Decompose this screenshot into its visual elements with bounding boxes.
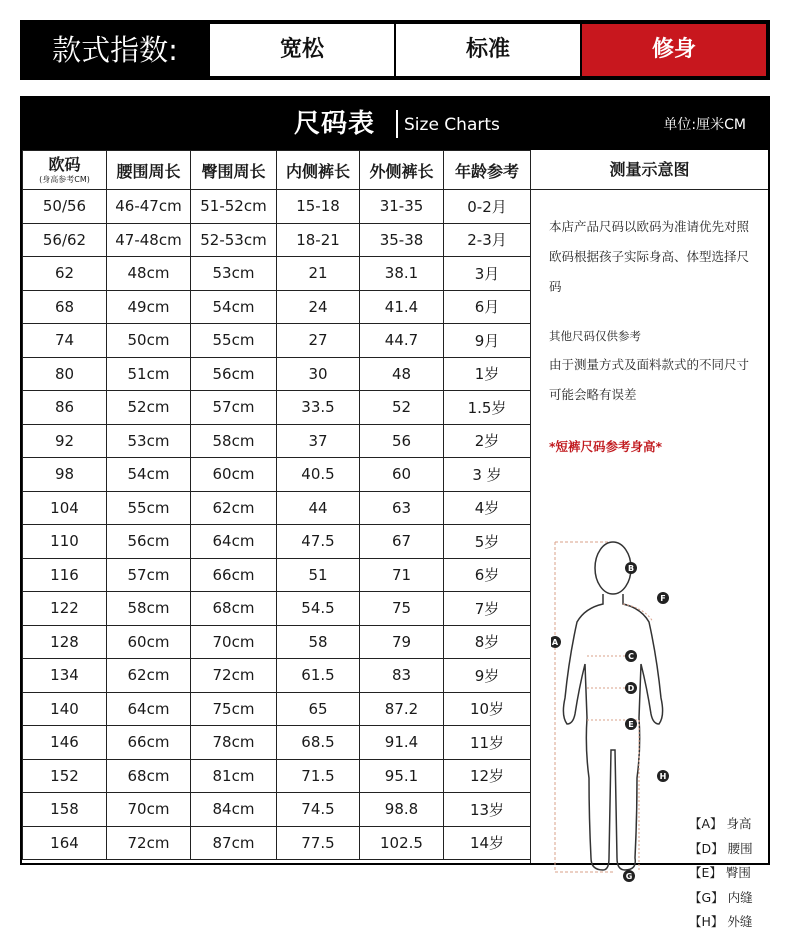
cell-inseam: 24 (277, 290, 360, 324)
cell-inseam: 33.5 (277, 391, 360, 425)
measure-panel (530, 150, 768, 929)
cell-hip: 60cm (191, 458, 277, 492)
cell-age: 3月 (444, 257, 531, 291)
cell-inseam: 44 (277, 491, 360, 525)
measure-guides (587, 604, 653, 872)
table-row (23, 826, 531, 860)
legend-outseam: 【H】 外缝 (689, 914, 753, 929)
cell-size: 122 (23, 592, 107, 626)
measure-legend (689, 812, 753, 935)
marker-b (625, 562, 637, 574)
cell-outseam: 38.1 (360, 257, 444, 291)
table-row (23, 357, 531, 391)
body-measure-figure (551, 538, 671, 883)
cell-size: 116 (23, 558, 107, 592)
cell-outseam: 91.4 (360, 726, 444, 760)
cell-waist: 57cm (107, 558, 191, 592)
svg-text:B: B (627, 564, 635, 573)
size-table-body (23, 190, 531, 860)
cell-hip: 64cm (191, 525, 277, 559)
cell-size: 56/62 (23, 223, 107, 257)
cell-outseam: 71 (360, 558, 444, 592)
cell-waist: 62cm (107, 659, 191, 693)
cell-waist: 47-48cm (107, 223, 191, 257)
cell-inseam: 40.5 (277, 458, 360, 492)
cell-inseam: 71.5 (277, 759, 360, 793)
table-row (23, 491, 531, 525)
marker-h (657, 770, 669, 782)
cell-age: 6月 (444, 290, 531, 324)
legend-height: 【A】 身高 (689, 816, 752, 831)
col-header-size-note: (身高参考CM) (39, 174, 90, 184)
cell-outseam: 102.5 (360, 826, 444, 860)
cell-hip: 75cm (191, 692, 277, 726)
cell-size: 92 (23, 424, 107, 458)
cell-outseam: 63 (360, 491, 444, 525)
cell-hip: 68cm (191, 592, 277, 626)
marker-g (623, 870, 635, 882)
cell-outseam: 95.1 (360, 759, 444, 793)
marker-f (657, 592, 669, 604)
table-row (23, 290, 531, 324)
cell-age: 8岁 (444, 625, 531, 659)
cell-age: 9岁 (444, 659, 531, 693)
table-row (23, 525, 531, 559)
legend-hip: 【E】 臀围 (689, 865, 751, 880)
cell-hip: 51-52cm (191, 190, 277, 224)
marker-c (625, 650, 637, 662)
col-header-age: 年龄参考 (444, 151, 531, 190)
cell-hip: 57cm (191, 391, 277, 425)
col-header-hip: 臀围周长 (191, 151, 277, 190)
cell-outseam: 87.2 (360, 692, 444, 726)
cell-outseam: 79 (360, 625, 444, 659)
size-chart-header (22, 98, 768, 150)
cell-age: 1.5岁 (444, 391, 531, 425)
cell-outseam: 67 (360, 525, 444, 559)
cell-waist: 60cm (107, 625, 191, 659)
table-row (23, 759, 531, 793)
table-row (23, 324, 531, 358)
cell-hip: 72cm (191, 659, 277, 693)
unit-label: 单位:厘米CM (663, 117, 746, 133)
cell-size: 164 (23, 826, 107, 860)
marker-d (625, 682, 637, 694)
size-table (22, 150, 531, 860)
cell-inseam: 15-18 (277, 190, 360, 224)
svg-text:D: D (627, 684, 635, 693)
cell-hip: 54cm (191, 290, 277, 324)
cell-size: 134 (23, 659, 107, 693)
table-row (23, 391, 531, 425)
size-chart (20, 96, 770, 929)
cell-age: 5岁 (444, 525, 531, 559)
cell-size: 158 (23, 793, 107, 827)
body-outline (563, 542, 662, 870)
cell-inseam: 54.5 (277, 592, 360, 626)
table-row (23, 692, 531, 726)
cell-hip: 52-53cm (191, 223, 277, 257)
cell-age: 2-3月 (444, 223, 531, 257)
table-row (23, 558, 531, 592)
cell-inseam: 21 (277, 257, 360, 291)
cell-waist: 54cm (107, 458, 191, 492)
cell-size: 104 (23, 491, 107, 525)
svg-text:A: A (551, 638, 559, 647)
cell-inseam: 61.5 (277, 659, 360, 693)
cell-waist: 68cm (107, 759, 191, 793)
table-row (23, 223, 531, 257)
fit-option-standard: 标准 (396, 24, 580, 76)
cell-inseam: 27 (277, 324, 360, 358)
cell-inseam: 77.5 (277, 826, 360, 860)
col-header-size-label: 欧码 (48, 154, 81, 174)
svg-text:E: E (628, 720, 634, 729)
cell-inseam: 65 (277, 692, 360, 726)
cell-inseam: 37 (277, 424, 360, 458)
cell-waist: 56cm (107, 525, 191, 559)
cell-inseam: 47.5 (277, 525, 360, 559)
cell-waist: 55cm (107, 491, 191, 525)
size-note-main: 本店产品尺码以欧码为准请优先对照欧码根据孩子实际身高、体型选择尺码 (549, 219, 750, 294)
cell-outseam: 98.8 (360, 793, 444, 827)
size-note-error: 由于测量方式及面料款式的不同尺寸可能会略有误差 (549, 357, 750, 402)
cell-inseam: 74.5 (277, 793, 360, 827)
cell-waist: 70cm (107, 793, 191, 827)
cell-age: 13岁 (444, 793, 531, 827)
cell-inseam: 68.5 (277, 726, 360, 760)
cell-age: 2岁 (444, 424, 531, 458)
cell-outseam: 31-35 (360, 190, 444, 224)
table-row (23, 190, 531, 224)
cell-size: 62 (23, 257, 107, 291)
cell-age: 10岁 (444, 692, 531, 726)
cell-size: 86 (23, 391, 107, 425)
title-divider (396, 110, 398, 138)
fit-option-slim: 修身 (582, 24, 766, 76)
fit-option-loose: 宽松 (210, 24, 394, 76)
cell-size: 110 (23, 525, 107, 559)
cell-waist: 50cm (107, 324, 191, 358)
cell-outseam: 44.7 (360, 324, 444, 358)
cell-inseam: 51 (277, 558, 360, 592)
cell-age: 11岁 (444, 726, 531, 760)
cell-hip: 62cm (191, 491, 277, 525)
cell-age: 14岁 (444, 826, 531, 860)
cell-age: 9月 (444, 324, 531, 358)
cell-hip: 84cm (191, 793, 277, 827)
cell-waist: 48cm (107, 257, 191, 291)
cell-outseam: 75 (360, 592, 444, 626)
cell-waist: 66cm (107, 726, 191, 760)
cell-size: 140 (23, 692, 107, 726)
cell-size: 50/56 (23, 190, 107, 224)
cell-outseam: 56 (360, 424, 444, 458)
cell-outseam: 60 (360, 458, 444, 492)
cell-hip: 56cm (191, 357, 277, 391)
table-row (23, 625, 531, 659)
cell-age: 6岁 (444, 558, 531, 592)
cell-age: 1岁 (444, 357, 531, 391)
cell-outseam: 41.4 (360, 290, 444, 324)
svg-text:C: C (628, 652, 634, 661)
cell-hip: 66cm (191, 558, 277, 592)
cell-size: 68 (23, 290, 107, 324)
cell-hip: 70cm (191, 625, 277, 659)
col-header-outseam: 外侧裤长 (360, 151, 444, 190)
cell-size: 152 (23, 759, 107, 793)
marker-a (551, 636, 561, 648)
svg-text:H: H (659, 772, 667, 781)
cell-hip: 81cm (191, 759, 277, 793)
cell-size: 80 (23, 357, 107, 391)
cell-waist: 49cm (107, 290, 191, 324)
col-header-waist: 腰围周长 (107, 151, 191, 190)
table-row (23, 659, 531, 693)
table-row (23, 424, 531, 458)
table-row (23, 458, 531, 492)
svg-text:F: F (660, 594, 666, 603)
table-row (23, 592, 531, 626)
cell-size: 128 (23, 625, 107, 659)
cell-outseam: 83 (360, 659, 444, 693)
cell-age: 0-2月 (444, 190, 531, 224)
marker-e (625, 718, 637, 730)
cell-inseam: 18-21 (277, 223, 360, 257)
cell-size: 74 (23, 324, 107, 358)
cell-waist: 51cm (107, 357, 191, 391)
cell-age: 3 岁 (444, 458, 531, 492)
cell-hip: 58cm (191, 424, 277, 458)
cell-outseam: 52 (360, 391, 444, 425)
legend-inseam: 【G】 内缝 (689, 889, 753, 905)
cell-inseam: 30 (277, 357, 360, 391)
table-row (23, 257, 531, 291)
cell-waist: 46-47cm (107, 190, 191, 224)
cell-hip: 53cm (191, 257, 277, 291)
table-row (23, 793, 531, 827)
cell-size: 146 (23, 726, 107, 760)
cell-waist: 72cm (107, 826, 191, 860)
cell-age: 12岁 (444, 759, 531, 793)
cell-waist: 64cm (107, 692, 191, 726)
cell-age: 7岁 (444, 592, 531, 626)
fit-index-bar (20, 20, 770, 80)
cell-waist: 58cm (107, 592, 191, 626)
cell-inseam: 58 (277, 625, 360, 659)
size-chart-subtitle: Size Charts (404, 115, 500, 135)
cell-outseam: 48 (360, 357, 444, 391)
size-note-other: 其他尺码仅供参考 (549, 329, 641, 343)
cell-age: 4岁 (444, 491, 531, 525)
fit-index-label: 款式指数: (52, 33, 178, 67)
col-header-inseam: 内侧裤长 (277, 151, 360, 190)
cell-size: 98 (23, 458, 107, 492)
cell-hip: 55cm (191, 324, 277, 358)
size-chart-title: 尺码表 (294, 109, 376, 139)
table-header-row (23, 151, 531, 190)
cell-waist: 52cm (107, 391, 191, 425)
col-header-size (23, 151, 107, 190)
table-row (23, 726, 531, 760)
shorts-note: *短裤尺码参考身高* (549, 439, 663, 454)
svg-text:G: G (625, 872, 633, 881)
legend-waist: 【D】 腰围 (689, 840, 753, 856)
cell-outseam: 35-38 (360, 223, 444, 257)
cell-hip: 78cm (191, 726, 277, 760)
cell-waist: 53cm (107, 424, 191, 458)
cell-hip: 87cm (191, 826, 277, 860)
measure-title: 测量示意图 (531, 150, 768, 190)
